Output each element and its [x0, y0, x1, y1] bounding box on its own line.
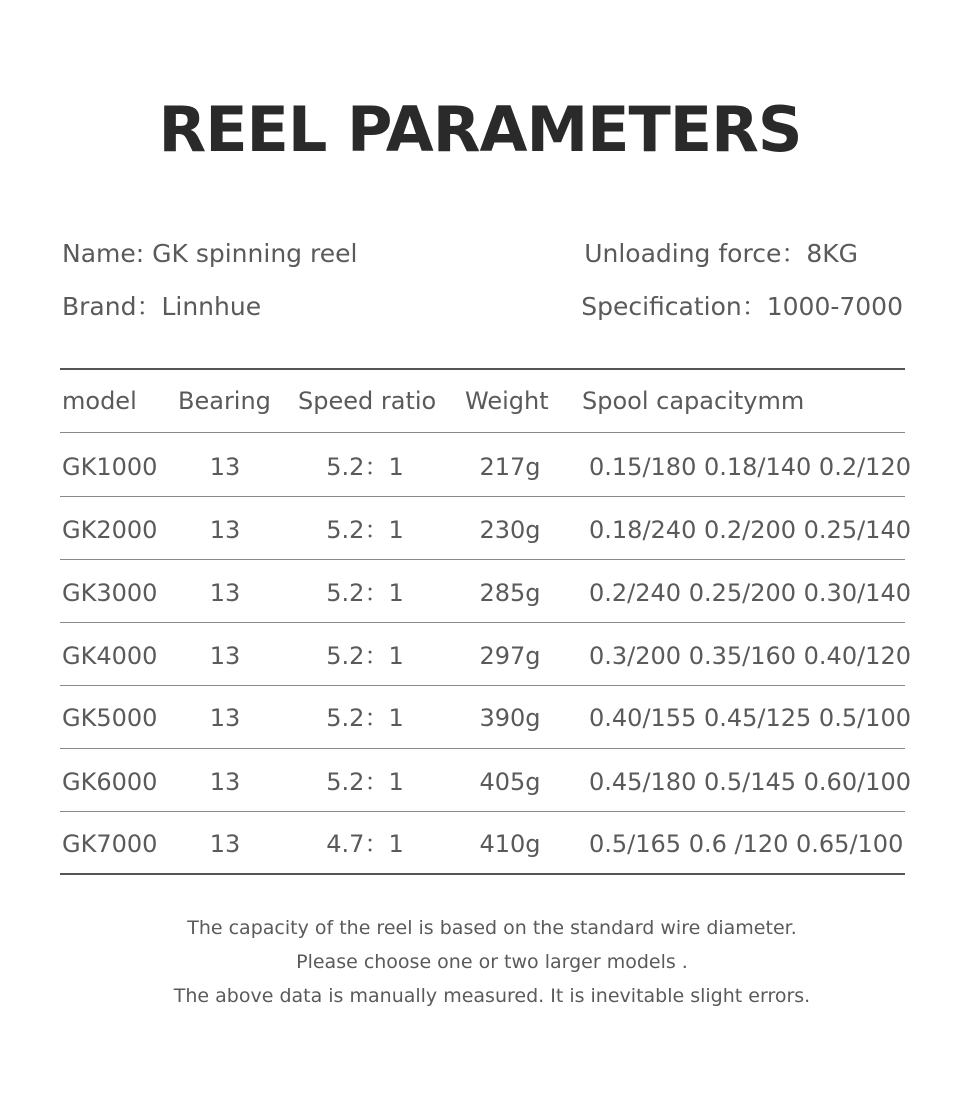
cell-model: GK6000: [62, 768, 158, 796]
product-name: Name: GK spinning reel: [62, 239, 358, 268]
table-bottom-rule: [60, 873, 905, 875]
cell-bearing: 13: [209, 768, 241, 796]
cell-bearing: 13: [209, 830, 241, 858]
header-divider: [60, 432, 905, 433]
header-bearing: Bearing: [178, 387, 271, 415]
cell-spool-capacity: 0.45/180 0.5/145 0.60/100: [589, 768, 911, 796]
header-weight: Weight: [465, 387, 549, 415]
header-speed-ratio: Speed ratio: [298, 387, 437, 415]
cell-speed-ratio: 5.2：1: [326, 768, 404, 796]
product-brand: Brand：Linnhue: [62, 292, 262, 321]
table-top-rule: [60, 368, 905, 370]
cell-weight: 297g: [479, 642, 541, 670]
cell-model: GK1000: [62, 453, 158, 481]
cell-weight: 405g: [479, 768, 541, 796]
cell-spool-capacity: 0.40/155 0.45/125 0.5/100: [589, 704, 911, 732]
note-measurement: The above data is manually measured. It is inevitable slight errors.: [173, 985, 811, 1007]
cell-weight: 230g: [479, 516, 541, 544]
unloading-force: Unloading force：8KG: [584, 239, 858, 268]
header-model: model: [62, 387, 137, 415]
cell-speed-ratio: 4.7：1: [326, 830, 404, 858]
page-title: REEL PARAMETERS: [158, 93, 802, 166]
cell-bearing: 13: [209, 704, 241, 732]
row-divider: [60, 496, 905, 497]
cell-bearing: 13: [209, 516, 241, 544]
cell-speed-ratio: 5.2：1: [326, 579, 404, 607]
cell-model: GK2000: [62, 516, 158, 544]
row-divider: [60, 685, 905, 686]
cell-bearing: 13: [209, 642, 241, 670]
specification: Specification：1000-7000: [581, 292, 903, 321]
cell-weight: 285g: [479, 579, 541, 607]
cell-spool-capacity: 0.2/240 0.25/200 0.30/140: [589, 579, 911, 607]
cell-speed-ratio: 5.2：1: [326, 642, 404, 670]
row-divider: [60, 748, 905, 749]
row-divider: [60, 811, 905, 812]
cell-bearing: 13: [209, 579, 241, 607]
note-capacity: The capacity of the reel is based on the standard wire diameter.: [187, 917, 797, 939]
cell-speed-ratio: 5.2：1: [326, 704, 404, 732]
cell-model: GK3000: [62, 579, 158, 607]
cell-speed-ratio: 5.2：1: [326, 453, 404, 481]
cell-spool-capacity: 0.5/165 0.6 /120 0.65/100: [589, 830, 904, 858]
note-choose-larger: Please choose one or two larger models .: [296, 951, 688, 973]
cell-spool-capacity: 0.15/180 0.18/140 0.2/120: [589, 453, 911, 481]
row-divider: [60, 622, 905, 623]
cell-weight: 410g: [479, 830, 541, 858]
cell-spool-capacity: 0.18/240 0.2/200 0.25/140: [589, 516, 911, 544]
cell-model: GK5000: [62, 704, 158, 732]
cell-weight: 390g: [479, 704, 541, 732]
row-divider: [60, 559, 905, 560]
cell-model: GK4000: [62, 642, 158, 670]
cell-weight: 217g: [479, 453, 541, 481]
header-spool-capacity: Spool capacitymm: [582, 387, 805, 415]
cell-spool-capacity: 0.3/200 0.35/160 0.40/120: [589, 642, 911, 670]
cell-model: GK7000: [62, 830, 158, 858]
cell-speed-ratio: 5.2：1: [326, 516, 404, 544]
cell-bearing: 13: [209, 453, 241, 481]
